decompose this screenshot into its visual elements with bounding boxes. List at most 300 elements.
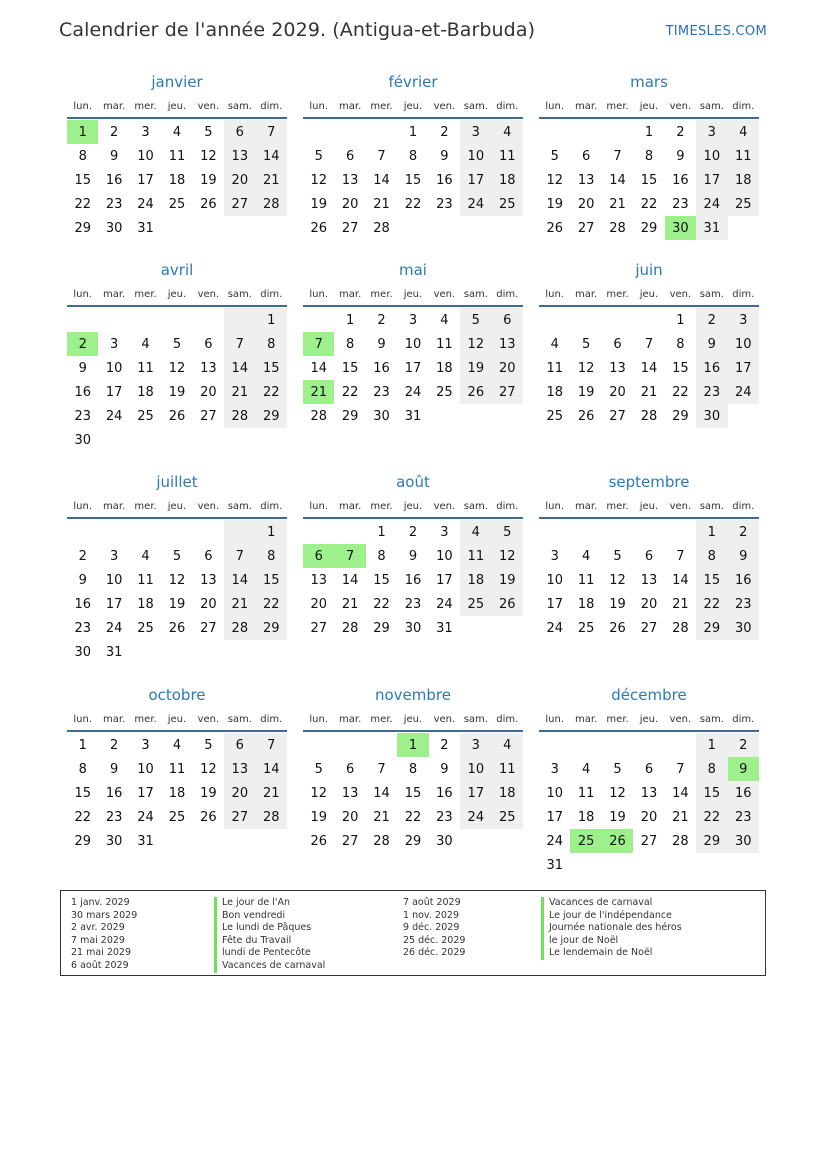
day-cell[interactable]: 24 xyxy=(546,833,563,849)
day-cell[interactable]: 8 xyxy=(408,761,418,777)
day-cell[interactable]: 15 xyxy=(672,360,689,376)
day-cell[interactable]: 3 xyxy=(460,120,491,144)
day-cell[interactable]: 5 xyxy=(581,336,591,352)
day-cell[interactable]: 4 xyxy=(172,737,182,753)
day-cell[interactable]: 30 xyxy=(105,220,123,236)
day-cell[interactable]: 6 xyxy=(204,336,213,352)
day-cell[interactable]: 16 xyxy=(672,172,689,188)
day-cell[interactable]: 13 xyxy=(341,785,359,801)
day-cell[interactable]: 25 xyxy=(728,192,759,216)
day-cell[interactable]: 21 xyxy=(224,380,255,404)
day-cell[interactable]: 14 xyxy=(224,356,255,380)
day-cell[interactable]: 13 xyxy=(609,360,626,376)
day-cell[interactable]: 20 xyxy=(640,809,658,825)
day-cell[interactable]: 1 xyxy=(408,124,418,140)
day-cell[interactable]: 9 xyxy=(78,572,87,588)
day-cell[interactable]: 4 xyxy=(492,120,523,144)
day-cell[interactable]: 14 xyxy=(373,785,390,801)
day-cell[interactable]: 13 xyxy=(310,572,327,588)
day-cell[interactable]: 29 xyxy=(672,408,689,424)
day-cell[interactable]: 5 xyxy=(492,520,523,544)
day-cell[interactable]: 18 xyxy=(137,384,154,400)
day-cell[interactable]: 11 xyxy=(436,336,453,352)
day-cell[interactable]: 22 xyxy=(256,380,287,404)
day-cell[interactable]: 17 xyxy=(696,168,727,192)
day-cell[interactable]: 4 xyxy=(581,548,591,564)
day-cell[interactable]: 10 xyxy=(460,757,491,781)
day-cell[interactable]: 15 xyxy=(696,568,727,592)
day-cell[interactable]: 24 xyxy=(728,380,759,404)
day-cell[interactable]: 10 xyxy=(137,761,154,777)
day-cell[interactable]: 11 xyxy=(577,572,595,588)
day-cell[interactable]: 10 xyxy=(696,144,727,168)
day-cell[interactable]: 10 xyxy=(436,548,453,564)
day-cell[interactable]: 2 xyxy=(728,733,759,757)
day-cell[interactable]: 10 xyxy=(137,148,154,164)
day-cell[interactable]: 27 xyxy=(200,408,217,424)
day-cell[interactable]: 31 xyxy=(436,620,453,636)
day-cell[interactable]: 1 xyxy=(67,120,98,144)
day-cell[interactable]: 12 xyxy=(168,572,186,588)
day-cell[interactable]: 29 xyxy=(74,833,91,849)
day-cell[interactable]: 9 xyxy=(728,544,759,568)
day-cell[interactable]: 14 xyxy=(672,785,689,801)
day-cell[interactable]: 22 xyxy=(640,196,658,212)
day-cell[interactable]: 19 xyxy=(310,196,327,212)
day-cell[interactable]: 26 xyxy=(310,220,327,236)
day-cell[interactable]: 27 xyxy=(492,380,523,404)
day-cell[interactable]: 27 xyxy=(640,620,658,636)
day-cell[interactable]: 26 xyxy=(200,196,217,212)
day-cell[interactable]: 16 xyxy=(728,781,759,805)
day-cell[interactable]: 28 xyxy=(672,833,689,849)
day-cell[interactable]: 6 xyxy=(204,548,213,564)
day-cell[interactable]: 28 xyxy=(672,620,689,636)
day-cell[interactable]: 23 xyxy=(728,805,759,829)
day-cell[interactable]: 19 xyxy=(200,785,217,801)
day-cell[interactable]: 21 xyxy=(672,596,689,612)
day-cell[interactable]: 11 xyxy=(137,572,154,588)
day-cell[interactable]: 17 xyxy=(546,809,563,825)
day-cell[interactable]: 3 xyxy=(550,761,559,777)
day-cell[interactable]: 6 xyxy=(224,120,255,144)
day-cell[interactable]: 10 xyxy=(105,360,123,376)
day-cell[interactable]: 8 xyxy=(256,544,287,568)
day-cell[interactable]: 7 xyxy=(256,120,287,144)
day-cell[interactable]: 18 xyxy=(168,785,186,801)
day-cell[interactable]: 27 xyxy=(310,620,327,636)
day-cell[interactable]: 9 xyxy=(109,148,119,164)
day-cell[interactable]: 8 xyxy=(256,332,287,356)
day-cell[interactable]: 13 xyxy=(640,572,658,588)
day-cell[interactable]: 23 xyxy=(74,620,91,636)
day-cell[interactable]: 10 xyxy=(728,332,759,356)
day-cell[interactable]: 24 xyxy=(137,196,154,212)
day-cell[interactable]: 24 xyxy=(436,596,453,612)
day-cell[interactable]: 8 xyxy=(676,336,685,352)
day-cell[interactable]: 28 xyxy=(256,192,287,216)
day-cell[interactable]: 19 xyxy=(492,568,523,592)
day-cell[interactable]: 20 xyxy=(200,384,217,400)
day-cell[interactable]: 12 xyxy=(609,572,626,588)
day-cell[interactable]: 14 xyxy=(256,757,287,781)
day-cell[interactable]: 15 xyxy=(256,356,287,380)
day-cell[interactable]: 29 xyxy=(373,620,390,636)
day-cell[interactable]: 15 xyxy=(341,360,359,376)
day-cell[interactable]: 14 xyxy=(373,172,390,188)
day-cell[interactable]: 7 xyxy=(334,544,365,568)
day-cell[interactable]: 1 xyxy=(696,520,727,544)
day-cell[interactable]: 24 xyxy=(696,192,727,216)
day-cell[interactable]: 28 xyxy=(310,408,327,424)
day-cell[interactable]: 19 xyxy=(609,809,626,825)
day-cell[interactable]: 14 xyxy=(224,568,255,592)
day-cell[interactable]: 17 xyxy=(105,596,123,612)
day-cell[interactable]: 4 xyxy=(550,336,559,352)
day-cell[interactable]: 26 xyxy=(310,833,327,849)
day-cell[interactable]: 2 xyxy=(728,520,759,544)
day-cell[interactable]: 7 xyxy=(224,332,255,356)
day-cell[interactable]: 30 xyxy=(728,616,759,640)
day-cell[interactable]: 18 xyxy=(436,360,453,376)
day-cell[interactable]: 1 xyxy=(644,124,654,140)
day-cell[interactable]: 21 xyxy=(373,196,390,212)
day-cell[interactable]: 11 xyxy=(577,785,595,801)
day-cell[interactable]: 3 xyxy=(440,524,449,540)
day-cell[interactable]: 19 xyxy=(168,596,186,612)
day-cell[interactable]: 21 xyxy=(224,592,255,616)
day-cell[interactable]: 10 xyxy=(460,144,491,168)
day-cell[interactable]: 23 xyxy=(696,380,727,404)
day-cell[interactable]: 12 xyxy=(310,172,327,188)
day-cell[interactable]: 19 xyxy=(577,384,595,400)
day-cell[interactable]: 25 xyxy=(570,829,601,853)
day-cell[interactable]: 25 xyxy=(460,592,491,616)
day-cell[interactable]: 21 xyxy=(256,781,287,805)
day-cell[interactable]: 1 xyxy=(676,312,685,328)
day-cell[interactable]: 15 xyxy=(373,572,390,588)
day-cell[interactable]: 23 xyxy=(672,196,689,212)
day-cell[interactable]: 16 xyxy=(436,172,453,188)
day-cell[interactable]: 30 xyxy=(728,829,759,853)
day-cell[interactable]: 5 xyxy=(204,737,213,753)
day-cell[interactable]: 20 xyxy=(577,196,595,212)
day-cell[interactable]: 13 xyxy=(224,144,255,168)
day-cell[interactable]: 22 xyxy=(256,592,287,616)
day-cell[interactable]: 3 xyxy=(109,548,119,564)
day-cell[interactable]: 8 xyxy=(377,548,386,564)
day-cell[interactable]: 8 xyxy=(644,148,654,164)
day-cell[interactable]: 28 xyxy=(640,408,658,424)
day-cell[interactable]: 18 xyxy=(546,384,563,400)
day-cell[interactable]: 17 xyxy=(436,572,453,588)
day-cell[interactable]: 12 xyxy=(460,332,491,356)
day-cell[interactable]: 22 xyxy=(404,809,422,825)
day-cell[interactable]: 12 xyxy=(200,148,217,164)
day-cell[interactable]: 9 xyxy=(728,757,759,781)
day-cell[interactable]: 26 xyxy=(200,809,217,825)
day-cell[interactable]: 7 xyxy=(377,148,386,164)
day-cell[interactable]: 11 xyxy=(460,544,491,568)
day-cell[interactable]: 9 xyxy=(377,336,386,352)
day-cell[interactable]: 30 xyxy=(665,216,696,240)
day-cell[interactable]: 29 xyxy=(256,616,287,640)
day-cell[interactable]: 18 xyxy=(492,781,523,805)
day-cell[interactable]: 26 xyxy=(460,380,491,404)
day-cell[interactable]: 28 xyxy=(256,805,287,829)
day-cell[interactable]: 23 xyxy=(404,596,422,612)
day-cell[interactable]: 7 xyxy=(303,332,334,356)
day-cell[interactable]: 16 xyxy=(74,596,91,612)
day-cell[interactable]: 11 xyxy=(168,761,186,777)
day-cell[interactable]: 6 xyxy=(345,761,355,777)
day-cell[interactable]: 16 xyxy=(436,785,453,801)
day-cell[interactable]: 11 xyxy=(728,144,759,168)
day-cell[interactable]: 3 xyxy=(728,308,759,332)
day-cell[interactable]: 18 xyxy=(577,809,595,825)
day-cell[interactable]: 13 xyxy=(200,360,217,376)
day-cell[interactable]: 22 xyxy=(74,196,91,212)
day-cell[interactable]: 18 xyxy=(137,596,154,612)
day-cell[interactable]: 6 xyxy=(644,548,654,564)
day-cell[interactable]: 20 xyxy=(341,809,359,825)
day-cell[interactable]: 2 xyxy=(67,332,98,356)
day-cell[interactable]: 8 xyxy=(408,148,418,164)
day-cell[interactable]: 20 xyxy=(310,596,327,612)
day-cell[interactable]: 2 xyxy=(78,548,87,564)
day-cell[interactable]: 14 xyxy=(256,144,287,168)
day-cell[interactable]: 18 xyxy=(168,172,186,188)
day-cell[interactable]: 24 xyxy=(105,408,123,424)
day-cell[interactable]: 3 xyxy=(408,312,418,328)
day-cell[interactable]: 22 xyxy=(341,384,359,400)
day-cell[interactable]: 11 xyxy=(546,360,563,376)
day-cell[interactable]: 27 xyxy=(224,805,255,829)
day-cell[interactable]: 25 xyxy=(436,384,453,400)
day-cell[interactable]: 23 xyxy=(74,408,91,424)
day-cell[interactable]: 7 xyxy=(377,761,386,777)
day-cell[interactable]: 15 xyxy=(256,568,287,592)
day-cell[interactable]: 10 xyxy=(105,572,123,588)
day-cell[interactable]: 28 xyxy=(373,833,390,849)
day-cell[interactable]: 14 xyxy=(640,360,658,376)
day-cell[interactable]: 26 xyxy=(168,620,186,636)
day-cell[interactable]: 11 xyxy=(492,757,523,781)
day-cell[interactable]: 4 xyxy=(141,336,150,352)
day-cell[interactable]: 25 xyxy=(168,196,186,212)
day-cell[interactable]: 10 xyxy=(546,785,563,801)
day-cell[interactable]: 6 xyxy=(581,148,591,164)
day-cell[interactable]: 16 xyxy=(105,172,123,188)
day-cell[interactable]: 1 xyxy=(377,524,386,540)
day-cell[interactable]: 29 xyxy=(404,833,422,849)
day-cell[interactable]: 13 xyxy=(492,332,523,356)
day-cell[interactable]: 19 xyxy=(168,384,186,400)
day-cell[interactable]: 1 xyxy=(397,733,428,757)
day-cell[interactable]: 1 xyxy=(256,520,287,544)
day-cell[interactable]: 3 xyxy=(696,120,727,144)
day-cell[interactable]: 11 xyxy=(168,148,186,164)
day-cell[interactable]: 26 xyxy=(168,408,186,424)
day-cell[interactable]: 6 xyxy=(644,761,654,777)
day-cell[interactable]: 15 xyxy=(74,172,91,188)
day-cell[interactable]: 4 xyxy=(728,120,759,144)
day-cell[interactable]: 18 xyxy=(577,596,595,612)
day-cell[interactable]: 5 xyxy=(172,548,182,564)
day-cell[interactable]: 25 xyxy=(492,192,523,216)
day-cell[interactable]: 2 xyxy=(676,124,685,140)
day-cell[interactable]: 16 xyxy=(696,356,727,380)
day-cell[interactable]: 17 xyxy=(137,785,154,801)
day-cell[interactable]: 5 xyxy=(460,308,491,332)
day-cell[interactable]: 18 xyxy=(460,568,491,592)
day-cell[interactable]: 11 xyxy=(137,360,154,376)
day-cell[interactable]: 2 xyxy=(109,737,119,753)
day-cell[interactable]: 19 xyxy=(460,356,491,380)
day-cell[interactable]: 21 xyxy=(609,196,626,212)
day-cell[interactable]: 6 xyxy=(492,308,523,332)
day-cell[interactable]: 11 xyxy=(492,144,523,168)
day-cell[interactable]: 9 xyxy=(440,761,449,777)
day-cell[interactable]: 26 xyxy=(577,408,595,424)
day-cell[interactable]: 31 xyxy=(696,216,727,240)
day-cell[interactable]: 20 xyxy=(640,596,658,612)
day-cell[interactable]: 5 xyxy=(204,124,213,140)
day-cell[interactable]: 14 xyxy=(310,360,327,376)
day-cell[interactable]: 17 xyxy=(404,360,422,376)
day-cell[interactable]: 17 xyxy=(728,356,759,380)
day-cell[interactable]: 1 xyxy=(256,308,287,332)
day-cell[interactable]: 9 xyxy=(408,548,418,564)
day-cell[interactable]: 13 xyxy=(341,172,359,188)
day-cell[interactable]: 2 xyxy=(109,124,119,140)
day-cell[interactable]: 23 xyxy=(728,592,759,616)
day-cell[interactable]: 31 xyxy=(105,644,123,660)
day-cell[interactable]: 25 xyxy=(137,408,154,424)
day-cell[interactable]: 10 xyxy=(404,336,422,352)
day-cell[interactable]: 5 xyxy=(613,761,622,777)
day-cell[interactable]: 22 xyxy=(696,805,727,829)
day-cell[interactable]: 8 xyxy=(345,336,355,352)
day-cell[interactable]: 19 xyxy=(546,196,563,212)
day-cell[interactable]: 20 xyxy=(224,168,255,192)
day-cell[interactable]: 3 xyxy=(550,548,559,564)
day-cell[interactable]: 18 xyxy=(492,168,523,192)
day-cell[interactable]: 9 xyxy=(440,148,449,164)
day-cell[interactable]: 19 xyxy=(310,809,327,825)
day-cell[interactable]: 17 xyxy=(460,168,491,192)
day-cell[interactable]: 27 xyxy=(224,192,255,216)
day-cell[interactable]: 25 xyxy=(546,408,563,424)
day-cell[interactable]: 27 xyxy=(640,833,658,849)
day-cell[interactable]: 25 xyxy=(577,620,595,636)
day-cell[interactable]: 31 xyxy=(137,833,154,849)
day-cell[interactable]: 30 xyxy=(436,833,453,849)
day-cell[interactable]: 16 xyxy=(74,384,91,400)
day-cell[interactable]: 9 xyxy=(676,148,685,164)
day-cell[interactable]: 3 xyxy=(141,737,150,753)
day-cell[interactable]: 17 xyxy=(137,172,154,188)
day-cell[interactable]: 26 xyxy=(492,592,523,616)
day-cell[interactable]: 12 xyxy=(609,785,626,801)
day-cell[interactable]: 23 xyxy=(436,196,453,212)
day-cell[interactable]: 17 xyxy=(460,781,491,805)
day-cell[interactable]: 7 xyxy=(256,733,287,757)
day-cell[interactable]: 30 xyxy=(373,408,390,424)
day-cell[interactable]: 30 xyxy=(74,432,91,448)
day-cell[interactable]: 1 xyxy=(345,312,355,328)
day-cell[interactable]: 12 xyxy=(546,172,563,188)
day-cell[interactable]: 6 xyxy=(224,733,255,757)
day-cell[interactable]: 4 xyxy=(440,312,449,328)
day-cell[interactable]: 12 xyxy=(310,785,327,801)
day-cell[interactable]: 15 xyxy=(404,172,422,188)
day-cell[interactable]: 7 xyxy=(613,148,622,164)
day-cell[interactable]: 27 xyxy=(341,220,359,236)
day-cell[interactable]: 23 xyxy=(373,384,390,400)
day-cell[interactable]: 20 xyxy=(609,384,626,400)
day-cell[interactable]: 2 xyxy=(696,308,727,332)
day-cell[interactable]: 29 xyxy=(696,829,727,853)
day-cell[interactable]: 14 xyxy=(341,572,359,588)
day-cell[interactable]: 22 xyxy=(74,809,91,825)
day-cell[interactable]: 29 xyxy=(256,404,287,428)
day-cell[interactable]: 29 xyxy=(341,408,359,424)
day-cell[interactable]: 23 xyxy=(436,809,453,825)
day-cell[interactable]: 6 xyxy=(613,336,622,352)
day-cell[interactable]: 16 xyxy=(404,572,422,588)
day-cell[interactable]: 26 xyxy=(546,220,563,236)
day-cell[interactable]: 21 xyxy=(256,168,287,192)
day-cell[interactable]: 27 xyxy=(609,408,626,424)
brand-link[interactable]: TIMESLES.COM xyxy=(665,24,767,39)
day-cell[interactable]: 13 xyxy=(224,757,255,781)
day-cell[interactable]: 31 xyxy=(137,220,154,236)
day-cell[interactable]: 13 xyxy=(577,172,595,188)
day-cell[interactable]: 20 xyxy=(341,196,359,212)
day-cell[interactable]: 19 xyxy=(609,596,626,612)
day-cell[interactable]: 14 xyxy=(672,572,689,588)
day-cell[interactable]: 14 xyxy=(609,172,626,188)
day-cell[interactable]: 9 xyxy=(78,360,87,376)
day-cell[interactable]: 3 xyxy=(460,733,491,757)
day-cell[interactable]: 21 xyxy=(341,596,359,612)
day-cell[interactable]: 31 xyxy=(404,408,422,424)
day-cell[interactable]: 5 xyxy=(613,548,622,564)
day-cell[interactable]: 22 xyxy=(404,196,422,212)
day-cell[interactable]: 21 xyxy=(373,809,390,825)
day-cell[interactable]: 6 xyxy=(345,148,355,164)
day-cell[interactable]: 31 xyxy=(546,857,563,873)
day-cell[interactable]: 18 xyxy=(728,168,759,192)
day-cell[interactable]: 28 xyxy=(224,616,255,640)
day-cell[interactable]: 2 xyxy=(377,312,386,328)
day-cell[interactable]: 30 xyxy=(105,833,123,849)
day-cell[interactable]: 16 xyxy=(728,568,759,592)
day-cell[interactable]: 4 xyxy=(460,520,491,544)
day-cell[interactable]: 28 xyxy=(373,220,390,236)
day-cell[interactable]: 13 xyxy=(640,785,658,801)
day-cell[interactable]: 19 xyxy=(200,172,217,188)
day-cell[interactable]: 29 xyxy=(696,616,727,640)
day-cell[interactable]: 26 xyxy=(609,620,626,636)
day-cell[interactable]: 22 xyxy=(672,384,689,400)
day-cell[interactable]: 21 xyxy=(640,384,658,400)
day-cell[interactable]: 6 xyxy=(303,544,334,568)
day-cell[interactable]: 5 xyxy=(314,148,323,164)
day-cell[interactable]: 10 xyxy=(546,572,563,588)
day-cell[interactable]: 12 xyxy=(168,360,186,376)
